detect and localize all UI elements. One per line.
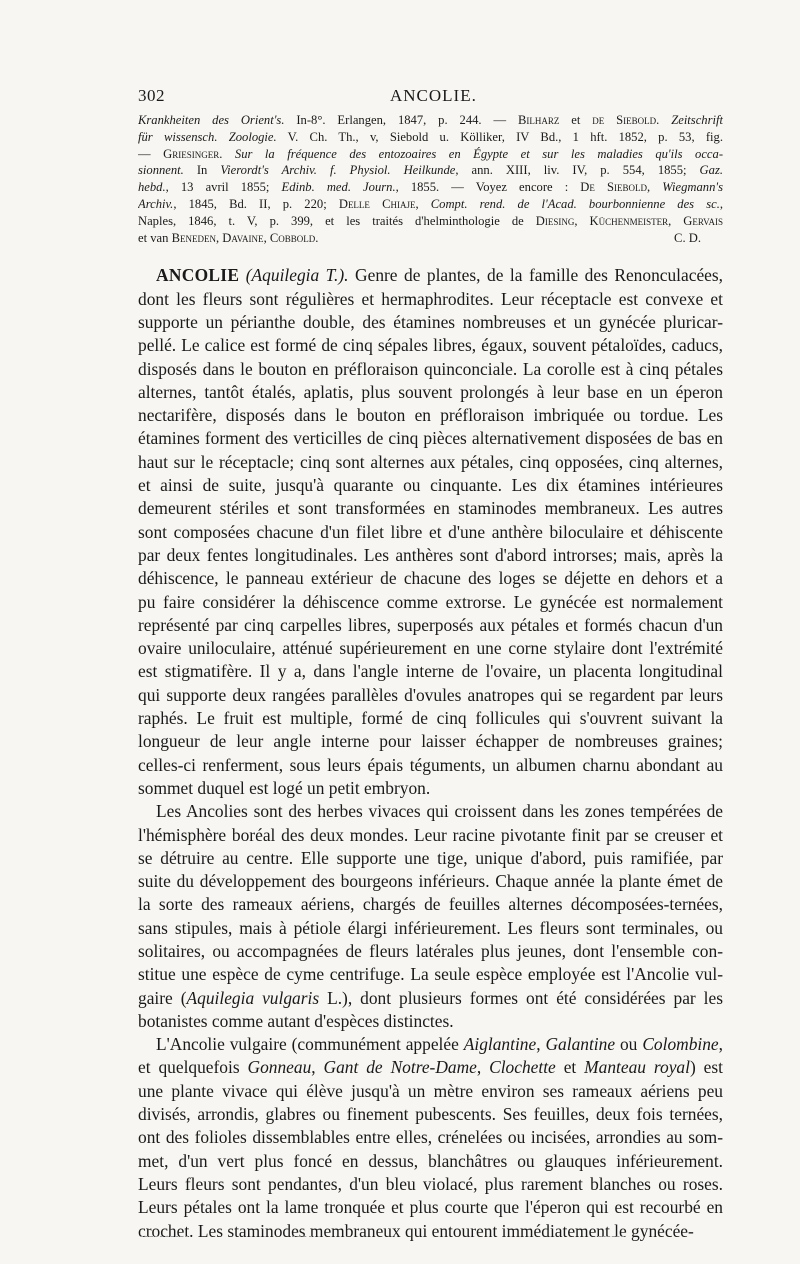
article-line: gaire (Aquilegia vulgaris L.), dont plusieurs formes ont été considérées par les [138, 987, 723, 1008]
footer-mark [140, 1236, 188, 1237]
article-line: disposés dans le bouton en préfloraison quinconciale. La corolle est à cinq pétales [138, 358, 723, 379]
article-line: représenté par cinq carpelles libres, superposés aux pétales et formés chacun d'un [138, 614, 723, 635]
article-line: solitaires, ou accompagnées de fleurs latérales plus jeunes, dont l'ensemble con- [138, 940, 723, 961]
article-line: est stigmatifère. Il y a, dans l'angle interne de l'ovaire, un placenta longitudinal [138, 661, 723, 682]
bibliography-line: sionnent. In Vierordt's Archiv. f. Physiol. Heilkunde, ann. XIII, liv. IV, p. 554, 1855; Gaz. [138, 163, 723, 178]
bibliography-line: Archiv., 1845, Bd. II, p. 220; Delle Chiaje, Compt. rend. de l'Acad. bourbonnienne des sc., [138, 196, 723, 211]
footer-mark [292, 1236, 312, 1237]
article-line: par deux fentes longitudinales. Les anthères sont d'abord introrses; mais, après la [138, 544, 723, 565]
article-line: haut sur le réceptacle; cinq sont alternes aux pétales, cinq opposées, cinq alternes, [138, 451, 723, 472]
running-title: ANCOLIE. [390, 86, 477, 105]
article-line: ANCOLIE (Aquilegia T.). Genre de plantes, de la famille des Renonculacées, [156, 265, 723, 286]
article-line: dont les fleurs sont régulières et hermaphrodites. Leur réceptacle est convexe et [138, 288, 723, 309]
article-line: Leurs fleurs sont pendantes, d'un bleu violacé, plus rarement blanches ou roses. [138, 1173, 723, 1194]
article-line: alternes, tantôt étalés, aplatis, plus souvent prolongés à leur base en un éperon [138, 381, 723, 402]
article-line: sommet duquel est logé un petit embryon. [138, 777, 431, 798]
article-line: ovaire uniloculaire, atténué supérieurement en une corne stylaire dont l'extrémité [138, 638, 723, 659]
entry-latin-name: (Aquilegia T.). [239, 265, 349, 286]
author-signature: C. D. [674, 230, 701, 245]
article-line: nectarifère, disposés dans le bouton en préfloraison imbriquée ou tordue. Les [138, 405, 723, 426]
bibliography-line: hebd., 13 avril 1855; Edinb. med. Journ., 1855. — Voyez encore : De Siebold, Wiegmann's [138, 180, 723, 195]
article-line: longueur de leur angle interne pour laisser échapper de nombreuses graines; [138, 731, 723, 752]
article-line: raphés. Le fruit est multiple, formé de cinq follicules qui s'ouvrent suivant la [138, 708, 723, 729]
bibliography-line: Krankheiten des Orient's. In-8°. Erlangen, 1847, p. 244. — Bilharz et de Siebold. Zeitschrift [138, 113, 723, 127]
bibliography-line: für wissensch. Zoologie. V. Ch. Th., v, Siebold u. Kölliker, IV Bd., 1 hft. 1852, p. 53, fig. [138, 129, 723, 144]
article-line: demeurent stériles et sont transformées en staminodes membraneux. Les autres [138, 498, 723, 519]
article-line: sont composées chacune d'un filet libre et d'une anthère biloculaire et déhiscente [138, 521, 723, 542]
article-line: la sorte des rameaux aériens, chargés de feuilles alternes décomposées-ternées, [138, 894, 723, 915]
article-line: et ainsi de suite, jusqu'à quarante ou cinquante. Les dix étamines intérieures [138, 475, 723, 496]
footer-mark [598, 1236, 624, 1237]
article-line: déhiscence, le panneau extérieur de chacune des loges se déjette en dehors et a [138, 568, 723, 589]
article-line: qui supporte deux rangées parallèles d'ovules anatropes qui se regardent par leurs [138, 684, 723, 705]
article-line: pu faire considérer la déhiscence comme extrorse. Le gynécée est normalement [138, 591, 723, 612]
article-line: sans stipules, mais à pétiole élargi inférieurement. Les fleurs sont terminales, ou [138, 917, 723, 938]
article-body [138, 264, 723, 1242]
running-head [138, 86, 723, 110]
entry-headword: ANCOLIE [156, 265, 240, 286]
bibliography-block [138, 112, 723, 246]
article-line: pellé. Le calice est formé de cinq sépales libres, égaux, souvent pétaloïdes, caducs, [138, 335, 723, 356]
bibliography-line: — Griesinger. Sur la fréquence des entozoaires en Égypte et sur les maladies qu'ils occa- [138, 146, 723, 161]
bibliography-line: Naples, 1846, t. V, p. 399, et les traités d'helminthologie de Diesing, Küchenmeister, Gervais [138, 213, 723, 228]
article-line: L'Ancolie vulgaire (communément appelée Aiglantine, Galantine ou Colombine, [156, 1034, 723, 1055]
article-line: Les Ancolies sont des herbes vivaces qui croissent dans les zones tempérées de [156, 801, 723, 822]
article-line: stitue une espèce de cyme centrifuge. La seule espèce employée est l'Ancolie vul- [138, 964, 723, 985]
article-line: Leurs pétales ont la lame tronquée et plus courte que l'éperon qui est recourbé en [138, 1197, 723, 1218]
bibliography-line: et van Beneden, Davaine, Cobbold. [138, 230, 319, 245]
document-page [138, 86, 723, 1243]
page-number: 302 [138, 86, 165, 105]
article-line: étamines forment des verticilles de cinq pièces alternativement disposées de bas en [138, 428, 723, 449]
article-line: divisés, arrondis, glabres ou finement pubescents. Ses feuilles, deux fois ternées, [138, 1104, 723, 1125]
article-line: et quelquefois Gonneau, Gant de Notre-Dame, Clochette et Manteau royal) est [138, 1057, 723, 1078]
article-line: supporte un périanthe double, des étamines nombreuses et un gynécée pluricar- [138, 311, 723, 332]
article-line: ont des folioles dissemblables entre elles, crénelées ou incisées, arrondies au som- [138, 1127, 723, 1148]
article-line: se détruire au centre. Elle supporte une tige, unique d'abord, puis ramifiée, par [138, 847, 723, 868]
article-line: suite du développement des bourgeons inférieurs. Chaque année la plante émet de [138, 871, 723, 892]
article-line: crochet. Les staminodes membraneux qui entourent immédiatement le gynécée- [138, 1220, 694, 1241]
article-line: une plante vivace qui élève jusqu'à un mètre environ ses rameaux aériens peu [138, 1080, 723, 1101]
article-line: met, d'un vert plus foncé en dessus, blanchâtres ou glauques inférieurement. [138, 1150, 723, 1171]
article-line: l'hémisphère boréal des deux mondes. Leur racine pivotante finit par se creuser et [138, 824, 723, 845]
article-line: celles-ci renferment, sous leurs épais téguments, un albumen charnu abondant au [138, 754, 723, 775]
article-line: botanistes comme autant d'espèces distinctes. [138, 1010, 454, 1031]
